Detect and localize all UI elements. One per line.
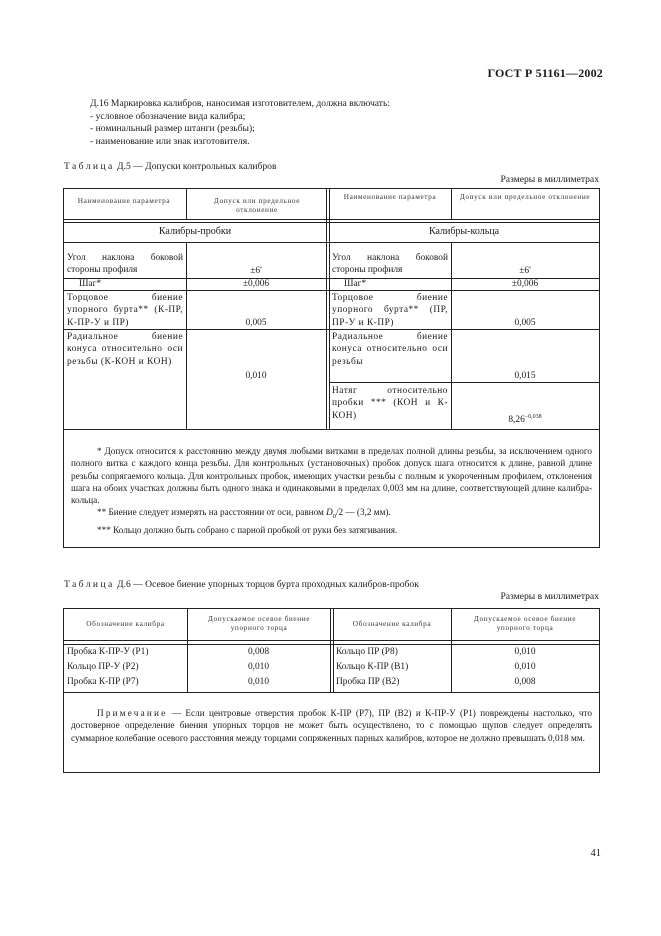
table6-value: 0,010 [247, 677, 270, 687]
table6-value: 0,010 [514, 662, 536, 672]
table5-header: Наименование параметра [343, 192, 437, 201]
table6-gauge: Кольцо К-ПР (В1) [336, 662, 409, 672]
table6-note-word: Примечание [97, 708, 168, 718]
table6-header: Допускаемое осевое биение упорного торца [207, 614, 311, 632]
table6-header: Обозначение калибра [352, 619, 432, 628]
table5-param: Угол наклона боковой стороны профиля [332, 253, 448, 276]
table6-note [71, 707, 592, 744]
clause-d16-line: Д.16 Маркировка калибров, наносимая изготовителем, должна включать: [90, 98, 391, 109]
table6-caption [64, 579, 419, 590]
table6-value: 0,010 [514, 647, 536, 657]
table5-group-rings: Калибры-кольца [428, 226, 500, 237]
table5-value: ±6' [519, 266, 531, 276]
table6-gauge: Пробка ПР (В2) [336, 677, 400, 687]
table5-param: Радиальное биение конуса относительно оси резьбы (К-КОН и КОН) [67, 332, 183, 367]
table5-caption-text: Д.5 — Допуски контрольных калибров [117, 161, 277, 172]
table5-param: Торцовое биение упорного бурта** (ПР, ПР-У и К-ПР) [332, 293, 448, 328]
table5-value: ±6' [250, 266, 262, 276]
table6-header: Обозначение калибра [86, 619, 165, 628]
table6-header: Допускаемое осевое биение упорного торца [473, 614, 577, 632]
table5-value-main: 8,26 [508, 415, 525, 426]
table5-value: 0,005 [514, 318, 536, 328]
table5-value [451, 411, 599, 427]
table6 [63, 608, 600, 773]
doc-code: ГОСТ Р 51161—2002 [487, 66, 603, 80]
table5-header: Наименование параметра [77, 196, 171, 205]
table5-header: Допуск или предельное отклонение [459, 192, 591, 201]
table5-param: Угол наклона боковой стороны профиля [67, 253, 183, 276]
table5-value: 0,005 [245, 318, 267, 328]
clause-d16-line: - условное обозначение вида калибра; [90, 110, 246, 122]
clause-d16 [90, 98, 610, 148]
table6-note-text: — Если центровые отверстия пробок К-ПР (Р7), ПР (В2) и К-ПР-У (Р1) повреждены настолько, что достоверное определение биения упорных торцов не может быть осуществлено, то с помощью щупов следует определять суммарное колебание осевого расстояния между торцами сопряженных парных калибров, которое не должно превышать 0,018 мм. [71, 708, 592, 743]
table5-value: 0,015 [514, 371, 536, 381]
table5-value: 0,010 [245, 371, 267, 381]
table5-param: Шаг* [344, 279, 367, 289]
table5-value: ±0,006 [511, 279, 539, 289]
table5 [63, 188, 600, 548]
footnote-3: *** Кольцо должно быть собрано с парной пробкой от руки без затягивания. [97, 524, 398, 535]
table6-gauge: Кольцо ПР (Р8) [336, 647, 398, 657]
table6-caption-text: Д.6 — Осевое биение упорных торцов бурта проходных калибров-пробок [117, 579, 419, 590]
table6-gauge: Пробка К-ПР-У (Р1) [67, 647, 149, 657]
table5-value-sup: −0,038 [524, 414, 542, 420]
footnote-1: * Допуск относится к расстоянию между двумя любыми витками в пределах полной длины резьбы, за исключением одного полного витка с каждого конца резьбы. Для контрольных (установочных) пробок допуск шага относится к длине, равной длине резьбы сопрягаемого кольца. Для контрольных пробок, имеющих участки резьбы с полным и укороченным профилем, отклонения шага на обоих участках должны быть одного знака и одинаковыми в пределах 0,003 мм на длине, соответствующей длине калибра-кольца. [71, 446, 592, 506]
table6-value: 0,010 [247, 662, 270, 672]
page-number: 41 [590, 848, 601, 859]
clause-d16-line: - номинальный размер штанги (резьбы); [90, 123, 255, 135]
table5-param: Шаг* [79, 279, 102, 289]
table6-dims: Размеры в миллиметрах [500, 591, 599, 602]
table5-param: Радиальное биение конуса относительно оси резьбы [332, 332, 448, 367]
table6-value: 0,008 [247, 647, 270, 657]
table5-dims: Размеры в миллиметрах [500, 174, 599, 185]
clause-d16-line: - наименование или знак изготовителя. [90, 135, 250, 147]
table6-caption-word: Таблица [64, 579, 115, 590]
table6-gauge: Кольцо ПР-У (Р2) [67, 662, 139, 672]
table5-param: Торцовое биение упорного бурта** (К-ПР, К-ПР-У и ПР) [67, 293, 183, 328]
footnote-2: ** Биение следует измерять на расстоянии от оси, равном $D_0/2$ — (3,2 мм). [97, 507, 391, 521]
table5-footnotes [71, 445, 592, 536]
table5-caption [64, 161, 277, 172]
table5-value: ±0,006 [242, 279, 270, 289]
table5-header: Допуск или предельное отклонение [213, 196, 301, 214]
table5-param: Натяг относительно пробки *** (КОН и К-КОН) [332, 386, 448, 421]
table5-group-plugs: Калибры-пробки [158, 226, 232, 237]
table6-value: 0,008 [514, 677, 536, 687]
table5-caption-word: Таблица [64, 161, 115, 172]
table6-gauge: Пробка К-ПР (Р7) [67, 677, 139, 687]
